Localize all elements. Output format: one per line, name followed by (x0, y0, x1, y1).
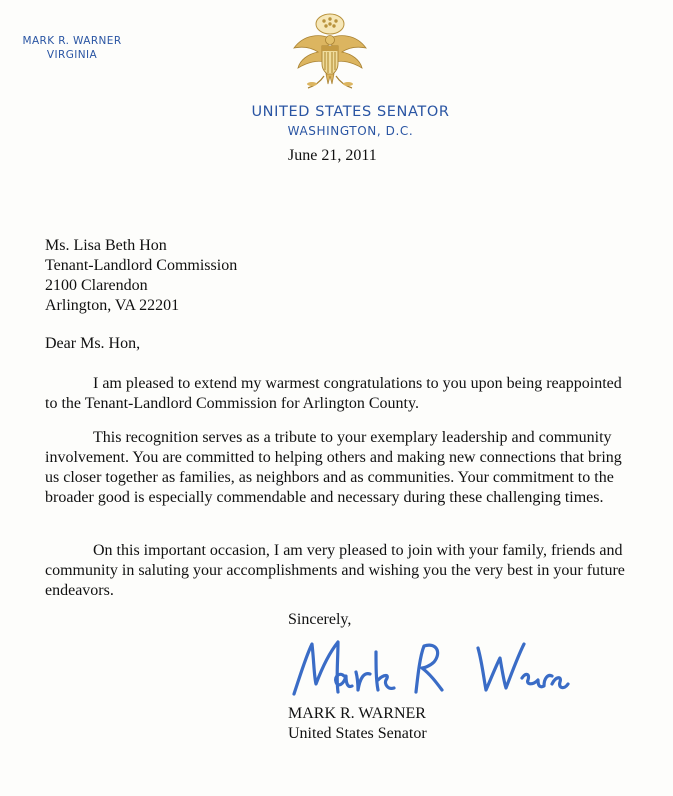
signer-title: United States Senator (288, 725, 427, 742)
sender-block (6, 34, 138, 62)
signer-block (288, 704, 427, 744)
closing: Sincerely, (288, 611, 352, 628)
recipient-address (45, 236, 237, 316)
great-seal-eagle-icon (290, 12, 370, 96)
letterhead-city: WASHINGTON, D.C. (287, 124, 414, 138)
recipient-name: Ms. Lisa Beth Hon (45, 237, 167, 254)
sender-state: VIRGINIA (46, 49, 98, 61)
body-paragraph-2: This recognition serves as a tribute to your exemplary leadership and community involvement. You are committed to helping others and making new connections that bring us closer together as families, as neighbors and as communities. Your commitment to the broader good is especially commendable and necessary during these challenging times. (45, 429, 622, 506)
recipient-organization: Tenant-Landlord Commission (45, 257, 238, 274)
letterhead-title: UNITED STATES SENATOR (251, 104, 450, 120)
body-paragraph-3: On this important occasion, I am very pleased to join with your family, friends and community in saluting your accomplishments and wishing you the very best in your future endeavors. (45, 542, 625, 599)
body-paragraph-1: I am pleased to extend my warmest congratulations to you upon being reappointed to the Tenant-Landlord Commission for Arlington County. (45, 375, 622, 412)
salutation: Dear Ms. Hon, (45, 335, 141, 352)
sender-name: MARK R. WARNER (22, 35, 122, 47)
recipient-city: Arlington, VA 22201 (45, 297, 180, 314)
handwritten-signature (282, 632, 572, 704)
recipient-street: 2100 Clarendon (45, 277, 148, 294)
letter-date: June 21, 2011 (288, 147, 377, 164)
signer-name: MARK R. WARNER (288, 705, 426, 722)
